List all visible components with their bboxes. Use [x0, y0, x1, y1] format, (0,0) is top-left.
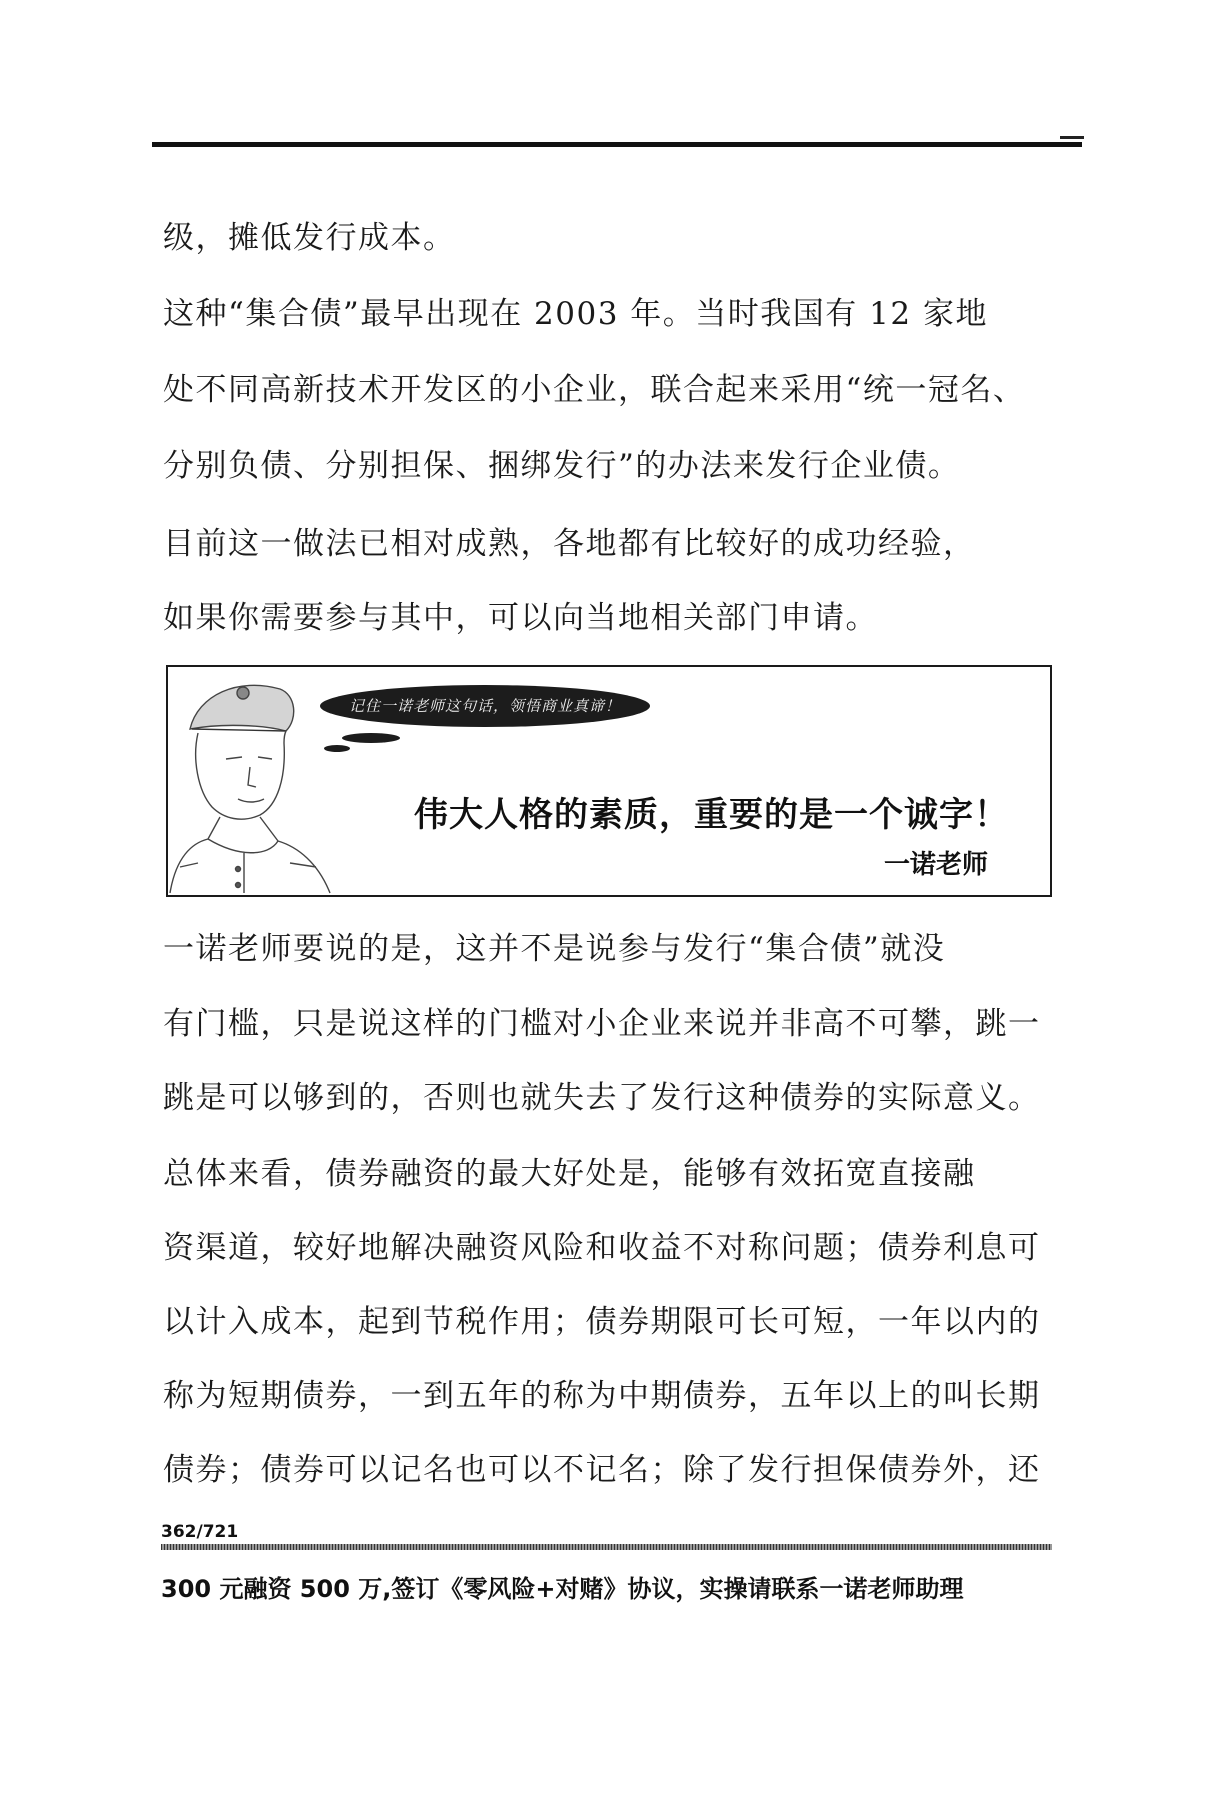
header-rule-tail: [1060, 136, 1084, 139]
thought-bubble-dot: [324, 745, 350, 752]
page-number: 362/721: [161, 1522, 239, 1542]
text-line: 如果你需要参与其中，可以向当地相关部门申请。: [163, 600, 878, 636]
header-rule: [152, 142, 1082, 147]
thought-bubble-dot: [342, 733, 400, 743]
text-line: 一诺老师要说的是，这并不是说参与发行“集合债”就没: [163, 931, 946, 967]
text-line: 总体来看，债券融资的最大好处是，能够有效拓宽直接融: [163, 1156, 976, 1192]
text-line: 跳是可以够到的，否则也就失去了发行这种债券的实际意义。: [163, 1080, 1041, 1116]
thought-bubble: 记住一诺老师这句话，领悟商业真谛！: [320, 685, 650, 727]
quote-motto: 伟大人格的素质，重要的是一个诚字！: [414, 795, 1009, 835]
teacher-portrait-illustration: [168, 667, 338, 895]
text-line: 资渠道，较好地解决融资风险和收益不对称问题；债券利息可: [163, 1230, 1041, 1266]
quote-box: [166, 665, 1052, 897]
text-line: 称为短期债券，一到五年的称为中期债券，五年以上的叫长期: [163, 1378, 1041, 1414]
text-line: 处不同高新技术开发区的小企业，联合起来采用“统一冠名、: [163, 372, 1026, 408]
text-line: 这种“集合债”最早出现在 2003 年。当时我国有 12 家地: [163, 296, 988, 332]
text-line: 分别负债、分别担保、捆绑发行”的办法来发行企业债。: [163, 448, 961, 484]
quote-attribution: 一诺老师: [884, 850, 989, 880]
footer-promo-text: 300 元融资 500 万,签订《零风险+对赌》协议，实操请联系一诺老师助理: [161, 1575, 964, 1603]
footer-rule: [161, 1544, 1052, 1550]
text-line: 级，摊低发行成本。: [163, 220, 456, 256]
text-line: 债券；债券可以记名也可以不记名；除了发行担保债券外，还: [163, 1452, 1041, 1488]
text-line: 目前这一做法已相对成熟，各地都有比较好的成功经验，: [163, 526, 976, 562]
text-line: 以计入成本，起到节税作用；债券期限可长可短，一年以内的: [163, 1304, 1041, 1340]
text-line: 有门槛，只是说这样的门槛对小企业来说并非高不可攀，跳一: [163, 1006, 1041, 1042]
